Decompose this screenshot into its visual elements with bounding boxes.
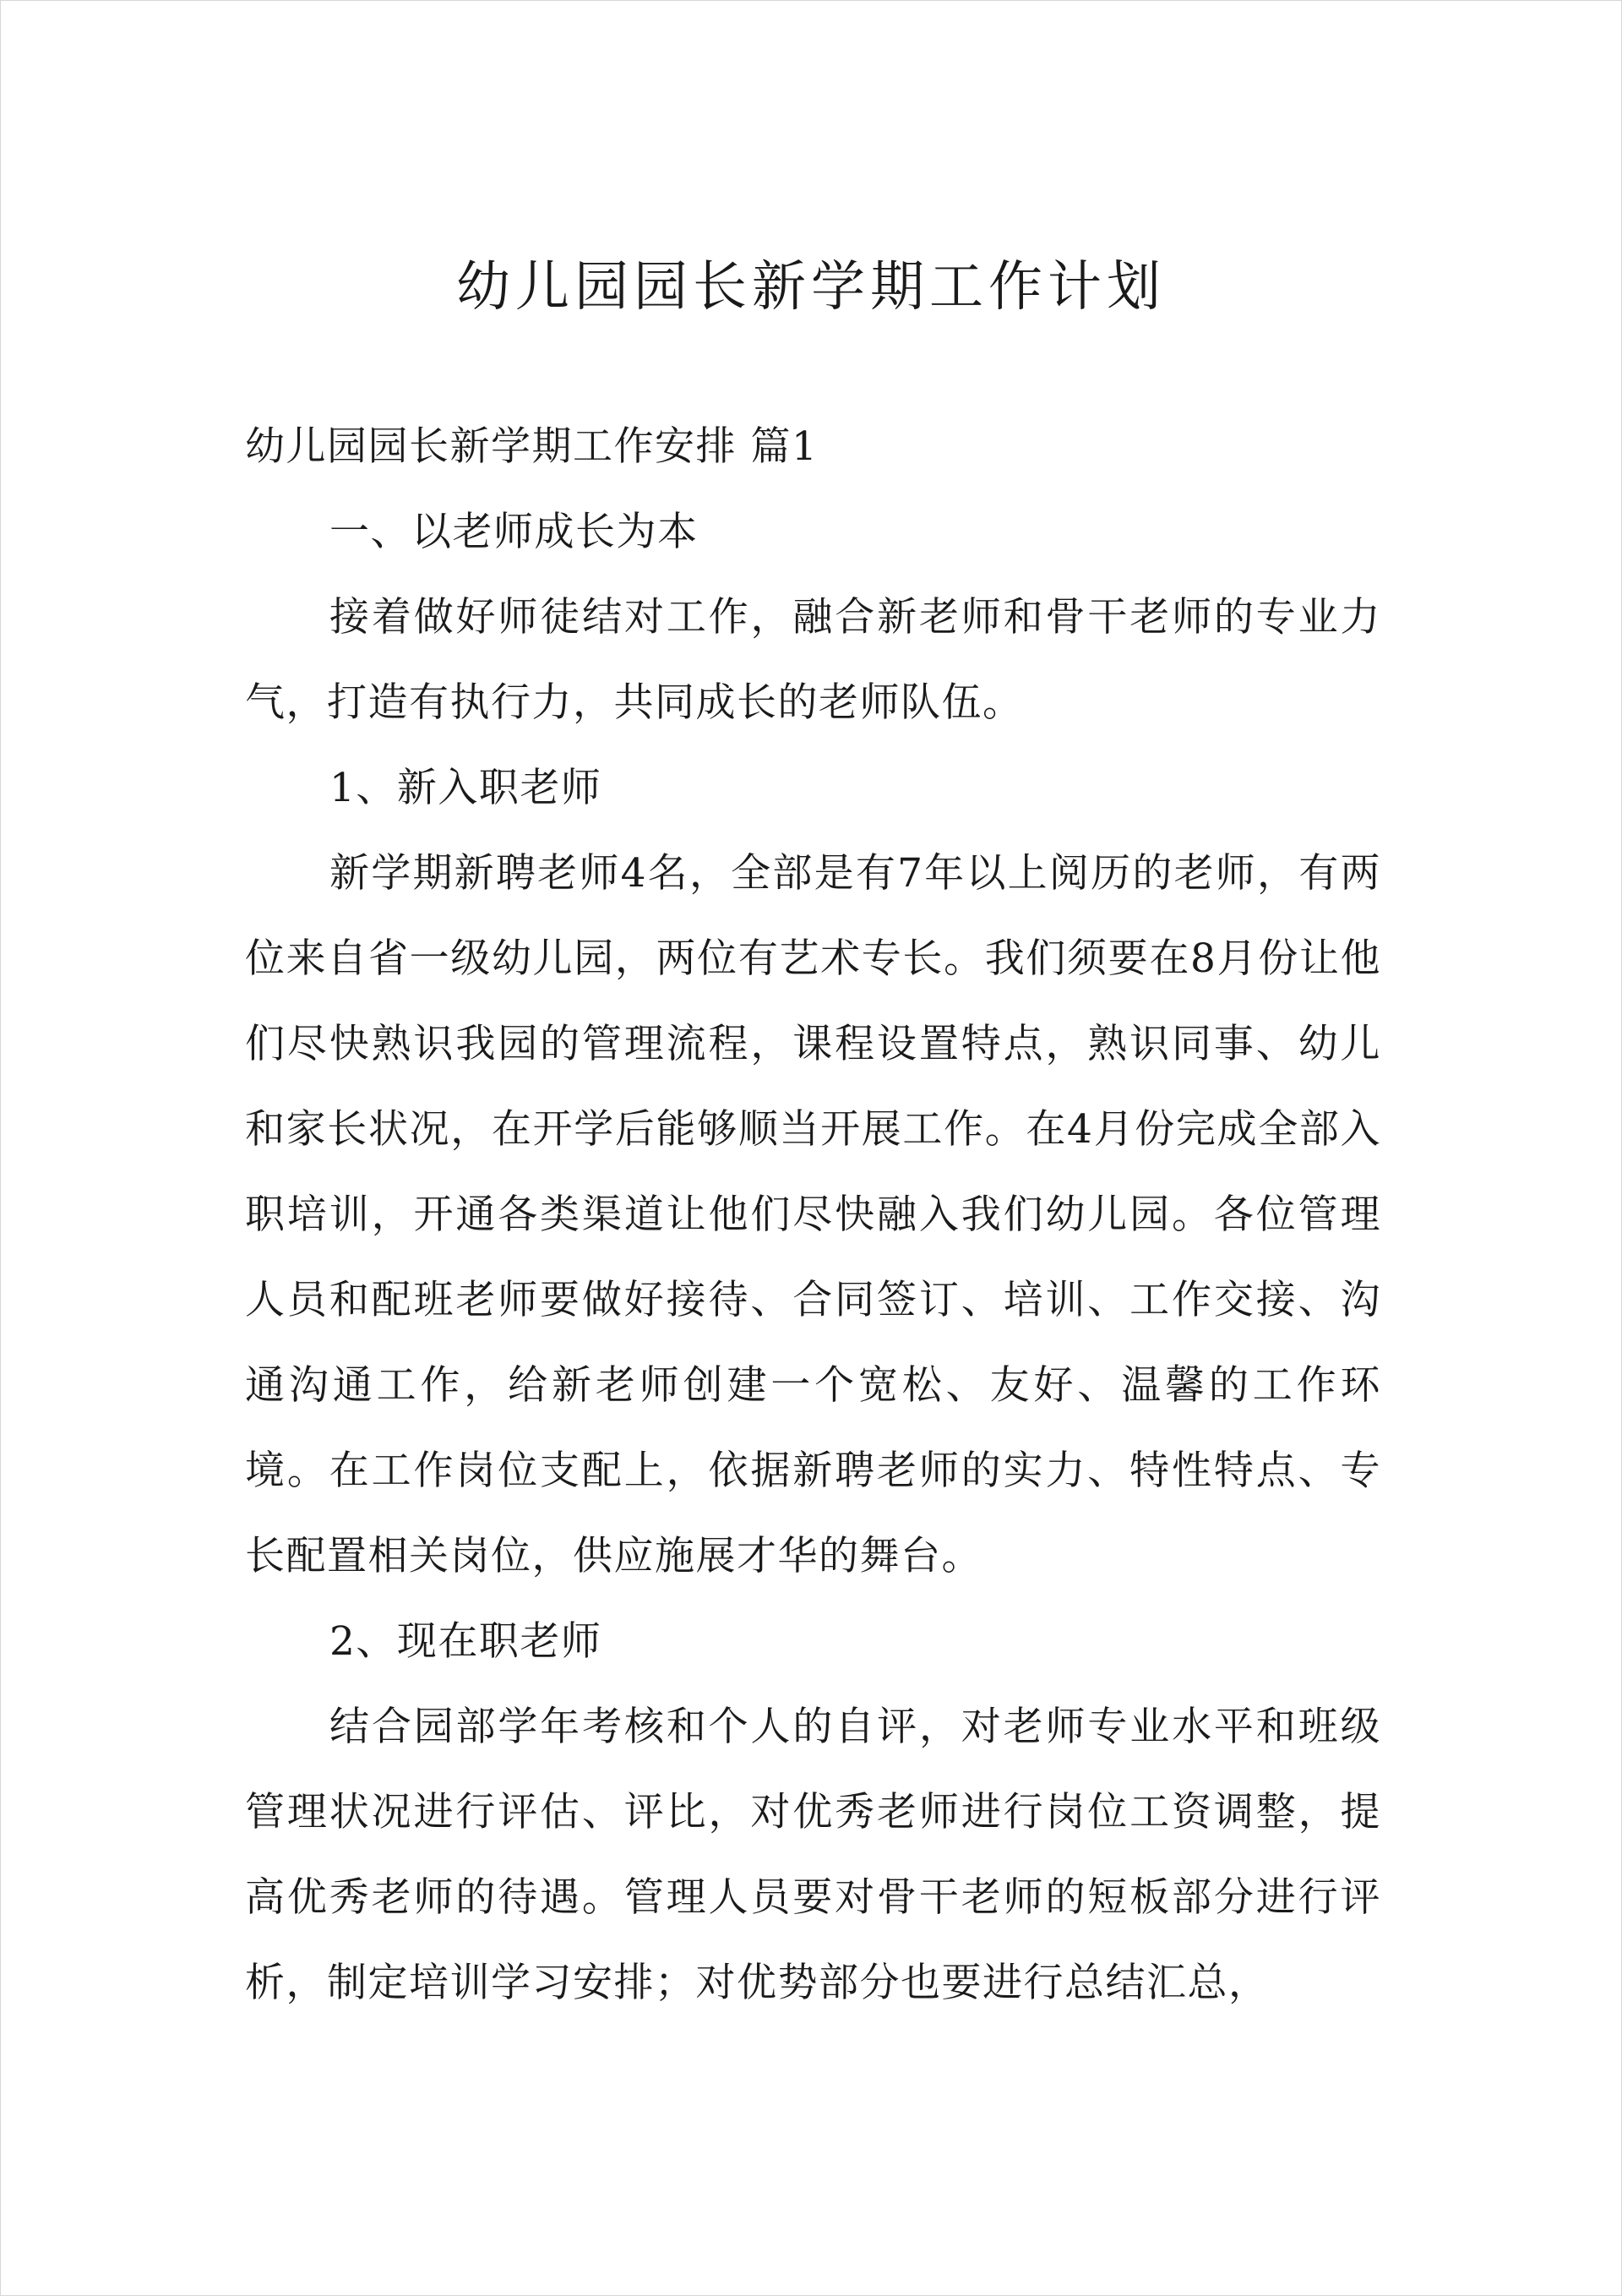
subheading-current-teachers: 2、现在职老师	[329, 1618, 602, 1665]
document-body	[245, 404, 1381, 2026]
section-heading: 幼儿园园长新学期工作安排 篇1	[245, 423, 819, 470]
paragraph-new-teachers: 新学期新聘老师4名，全部是有7年以上阅历的老师，有两位来自省一级幼儿园，两位有艺术专长。我们须要在8月份让他们尽快熟识我园的管理流程，课程设置特点，熟识同事、幼儿和家长状况，在开学后能够顺当开展工作。在4月份完成全部入职培训，开通各类渠道让他们尽快融入我们幼儿园。各位管理人员和配班老师要做好接待、合同签订、培训、工作交接、沟通沟通工作，给新老师创建一个宽松、友好、温馨的工作环境。在工作岗位支配上，依据新聘老师的实力、特性特点、专长配置相关岗位，供应施展才华的舞台。	[245, 850, 1381, 1579]
paragraph-current-teachers: 结合园部学年考核和个人的自评，对老师专业水平和班级管理状况进行评估、评比，对优秀老师进行岗位工资调整，提高优秀老师的待遇。管理人员要对骨干老师的短板部分进行评析，制定培训学习安排；对优势部分也要进行总结汇总，	[245, 1704, 1381, 2006]
subheading-teacher-growth: 一、以老师成长为本	[329, 509, 699, 555]
document-title: 幼儿园园长新学期工作计划	[456, 256, 1166, 319]
subheading-new-teachers: 1、新入职老师	[329, 765, 602, 811]
paragraph-mentorship: 接着做好师徒结对工作，融合新老师和骨干老师的专业力气，打造有执行力，共同成长的老师队伍。	[245, 594, 1381, 726]
